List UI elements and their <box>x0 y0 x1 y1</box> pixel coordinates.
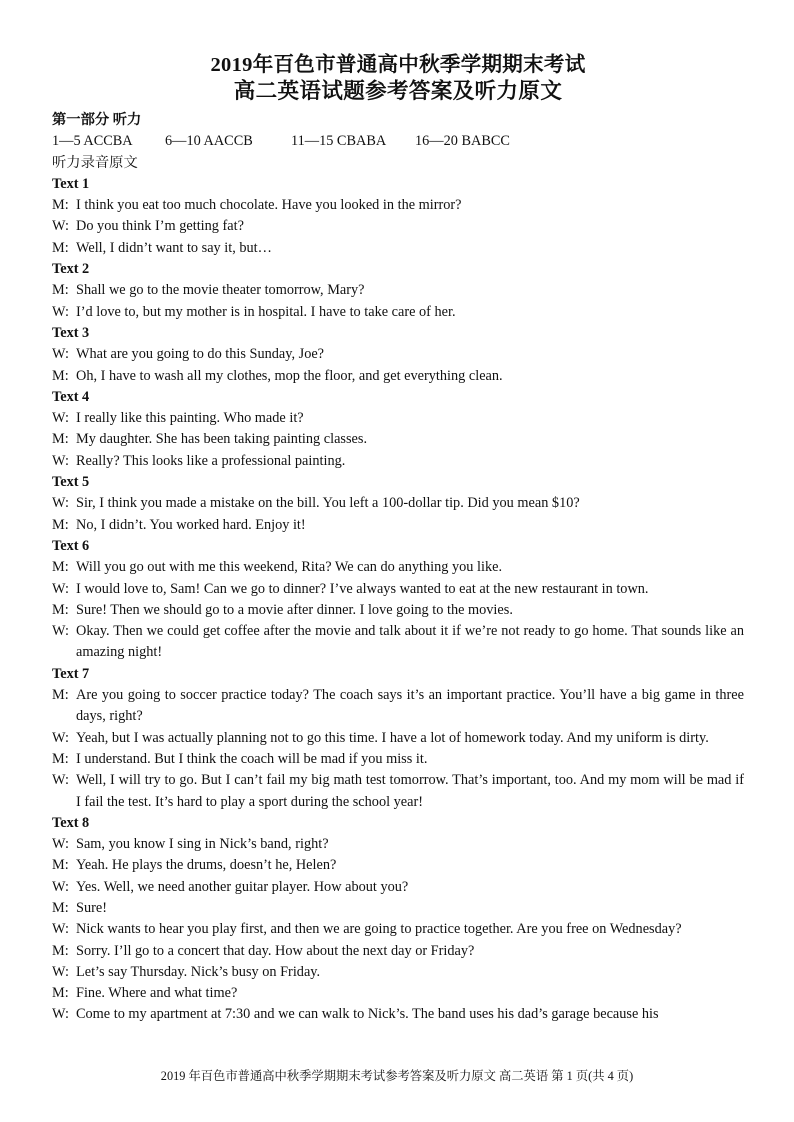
speaker-label: W: <box>52 346 69 363</box>
dialogue-text: Well, I will try to go. But I can’t fail my big math test tomorrow. That’s important, too. And my mom will be mad if I fail the test. It’s hard to play a sport during the school year! <box>76 772 744 810</box>
speaker-label: M: <box>52 239 69 256</box>
dialogue-text: Will you go out with me this weekend, Rita? We can do anything you like. <box>76 559 503 576</box>
dialogue-text: I understand. But I think the coach will be mad if you miss it. <box>76 750 428 767</box>
speaker-label: M: <box>52 687 69 704</box>
answer-group: 6—10 AACCB <box>165 133 253 150</box>
answer-group: 16—20 BABCC <box>415 133 510 150</box>
speaker-label: W: <box>52 495 69 512</box>
title-line-1: 2019年百色市普通高中秋季学期期末考试 <box>210 54 586 76</box>
text-heading: Text 7 <box>52 665 90 682</box>
speaker-label: M: <box>52 985 69 1002</box>
document-page <box>52 52 744 1026</box>
dialogue-line <box>52 728 744 749</box>
speaker-label: M: <box>52 431 69 448</box>
speaker-label: M: <box>52 942 69 959</box>
speaker-label: W: <box>52 452 69 469</box>
dialogue-text: Yes. Well, we need another guitar player. How about you? <box>76 878 409 895</box>
speaker-label: W: <box>52 878 69 895</box>
dialogue-text: Sam, you know I sing in Nick’s band, right? <box>76 836 329 853</box>
dialogue-line <box>52 408 744 429</box>
text-heading: Text 5 <box>52 474 90 491</box>
speaker-label: W: <box>52 623 69 640</box>
dialogue-line <box>52 579 744 600</box>
dialogue-line <box>52 429 744 450</box>
dialogue-line <box>52 302 744 323</box>
text-heading: Text 6 <box>52 537 90 554</box>
dialogue-text: Sure! <box>76 899 107 916</box>
dialogue-text: Do you think I’m getting fat? <box>76 218 244 235</box>
dialogue-line <box>52 983 744 1004</box>
dialogue-text: I think you eat too much chocolate. Have you looked in the mirror? <box>76 197 462 214</box>
speaker-label: W: <box>52 921 69 938</box>
speaker-label: W: <box>52 729 69 746</box>
answer-group: 11—15 CBABA <box>291 133 387 150</box>
dialogue-text: Nick wants to hear you play first, and then we are going to practice together. Are you free on Wednesday? <box>76 921 682 938</box>
transcript-heading: 听力录音原文 <box>52 154 138 171</box>
transcript <box>52 174 744 1026</box>
dialogue-line <box>52 600 744 621</box>
text-heading: Text 8 <box>52 814 90 831</box>
speaker-label: M: <box>52 282 69 299</box>
part-heading: 第一部分 听力 <box>52 112 142 128</box>
dialogue-text: I really like this painting. Who made it? <box>76 410 304 427</box>
speaker-label: M: <box>52 559 69 576</box>
dialogue-line <box>52 685 744 728</box>
dialogue-line <box>52 238 744 259</box>
dialogue-line <box>52 941 744 962</box>
dialogue-line <box>52 280 744 301</box>
speaker-label: M: <box>52 857 69 874</box>
speaker-label: M: <box>52 899 69 916</box>
dialogue-text: Come to my apartment at 7:30 and we can walk to Nick’s. The band uses his dad’s garage because his <box>76 1006 659 1023</box>
speaker-label: W: <box>52 218 69 235</box>
dialogue-text: Fine. Where and what time? <box>76 985 238 1002</box>
dialogue-line <box>52 557 744 578</box>
dialogue-line <box>52 366 744 387</box>
speaker-label: W: <box>52 1006 69 1023</box>
dialogue-text: I would love to, Sam! Can we go to dinner? I’ve always wanted to eat at the new restaurant in town. <box>76 580 649 597</box>
speaker-label: W: <box>52 772 69 789</box>
dialogue-text: Really? This looks like a professional painting. <box>76 452 346 469</box>
dialogue-line <box>52 877 744 898</box>
dialogue-text: Oh, I have to wash all my clothes, mop the floor, and get everything clean. <box>76 367 503 384</box>
dialogue-text: Let’s say Thursday. Nick’s busy on Friday. <box>76 963 321 980</box>
dialogue-text: My daughter. She has been taking painting classes. <box>76 431 368 448</box>
speaker-label: M: <box>52 367 69 384</box>
speaker-label: M: <box>52 601 69 618</box>
answer-group: 1—5 ACCBA <box>52 133 133 150</box>
dialogue-line <box>52 1004 744 1025</box>
page-footer: 2019 年百色市普通高中秋季学期期末考试参考答案及听力原文 高二英语 第 1 页(共 4 页) <box>160 1069 634 1083</box>
dialogue-line <box>52 962 744 983</box>
dialogue-line <box>52 216 744 237</box>
speaker-label: W: <box>52 303 69 320</box>
dialogue-line <box>52 834 744 855</box>
dialogue-text: Shall we go to the movie theater tomorrow, Mary? <box>76 282 365 299</box>
dialogue-text: What are you going to do this Sunday, Joe? <box>76 346 325 363</box>
text-heading: Text 3 <box>52 324 90 341</box>
dialogue-text: Sir, I think you made a mistake on the bill. You left a 100-dollar tip. Did you mean $10? <box>76 495 580 512</box>
speaker-label: W: <box>52 580 69 597</box>
dialogue-text: Sorry. I’ll go to a concert that day. How about the next day or Friday? <box>76 942 475 959</box>
dialogue-text: No, I didn’t. You worked hard. Enjoy it! <box>76 516 306 533</box>
speaker-label: W: <box>52 410 69 427</box>
dialogue-line <box>52 493 744 514</box>
dialogue-text: Are you going to soccer practice today? The coach says it’s an important practice. You’ll have a big game in three days, right? <box>76 687 744 725</box>
dialogue-line <box>52 451 744 472</box>
dialogue-line <box>52 195 744 216</box>
text-heading: Text 1 <box>52 175 90 192</box>
answer-key <box>52 131 744 152</box>
dialogue-text: Yeah, but I was actually planning not to go this time. I have a lot of homework today. And my uniform is dirty. <box>76 729 709 746</box>
dialogue-text: Okay. Then we could get coffee after the movie and talk about it if we’re not ready to go home. That sounds like an amazing night! <box>76 623 744 661</box>
speaker-label: W: <box>52 836 69 853</box>
speaker-label: M: <box>52 516 69 533</box>
dialogue-text: I’d love to, but my mother is in hospital. I have to take care of her. <box>76 303 456 320</box>
dialogue-text: Sure! Then we should go to a movie after dinner. I love going to the movies. <box>76 601 513 618</box>
dialogue-line <box>52 515 744 536</box>
text-heading: Text 2 <box>52 261 90 278</box>
dialogue-line <box>52 749 744 770</box>
speaker-label: M: <box>52 750 69 767</box>
dialogue-text: Yeah. He plays the drums, doesn’t he, Helen? <box>76 857 337 874</box>
dialogue-line <box>52 621 744 664</box>
dialogue-text: Well, I didn’t want to say it, but… <box>76 239 272 256</box>
dialogue-line <box>52 344 744 365</box>
dialogue-line <box>52 898 744 919</box>
dialogue-line <box>52 855 744 876</box>
text-heading: Text 4 <box>52 388 90 405</box>
dialogue-line <box>52 919 744 940</box>
title-line-2: 高二英语试题参考答案及听力原文 <box>233 79 563 103</box>
speaker-label: W: <box>52 963 69 980</box>
speaker-label: M: <box>52 197 69 214</box>
dialogue-line <box>52 770 744 813</box>
